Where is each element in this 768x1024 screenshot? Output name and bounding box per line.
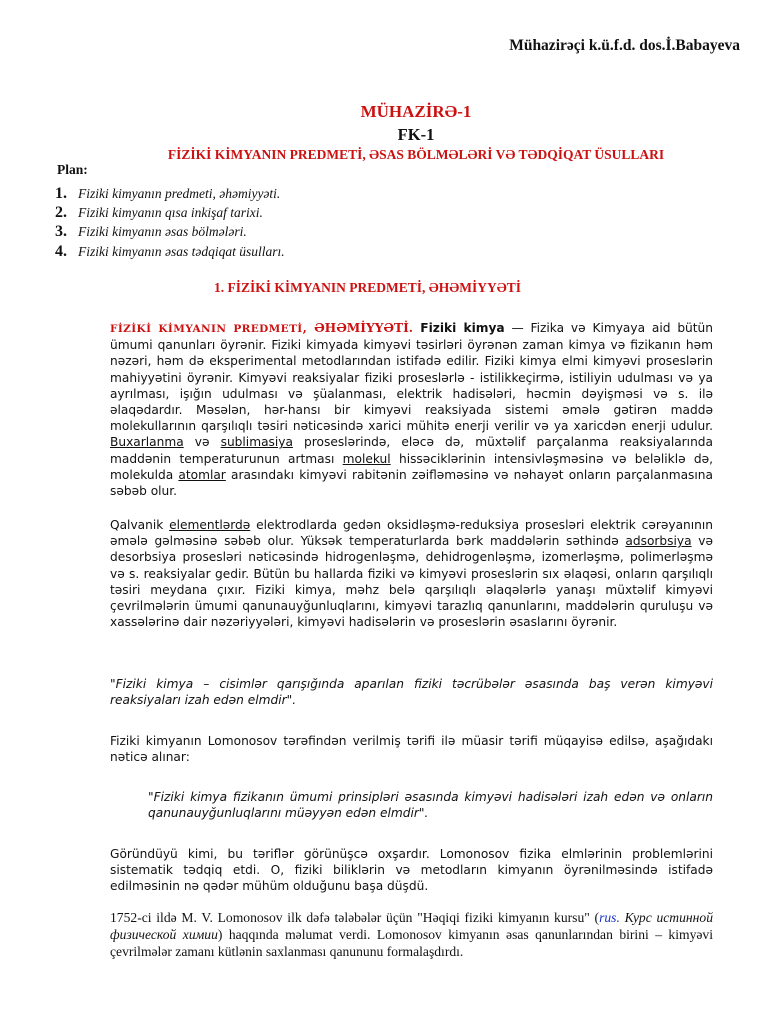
lecture-subtitle: FİZİKİ KİMYANIN PREDMETİ, ƏSAS BÖLMƏLƏRİ VƏ TƏDQİQAT ÜSULLARI: [167, 147, 665, 162]
section-heading: 1. FİZİKİ KİMYANIN PREDMETİ, ƏHƏMİYYƏTİ: [214, 280, 521, 295]
plan-item-number: 1.: [55, 184, 67, 202]
plan-label-text: Plan: [57, 162, 84, 177]
paragraph-lead: , ƏHƏMİYYƏTİ: [302, 321, 409, 335]
plan-item-text: Fiziki kimyanın qısa inkişaf tarixi.: [78, 204, 263, 220]
link-elementlerde[interactable]: elementlərdə: [169, 518, 251, 532]
paragraph-comparison: Fiziki kimyanın Lomonosov tərəfindən verilmiş tərifi ilə müasir tərifi müqayisə edilsə, aşağıdakı nəticə alınar:: [110, 734, 713, 765]
link-adsorbsiya[interactable]: adsorbsiya: [625, 534, 692, 549]
plan-item: [55, 242, 285, 261]
plan-item-text: Fiziki kimyanın predmeti, əhəmiyyəti.: [78, 185, 281, 201]
plan-item-number: 2.: [55, 203, 67, 221]
paragraph-text: ) haqqında məlumat verdi. Lomonosov kimyanın əsas qanunlarından birini – kimyəvi çevrilmələr zamanı kütlənin saxlanması qanununu formalaşdırdı.: [110, 927, 713, 959]
lecture-code: FK-1: [397, 125, 435, 144]
plan-label-colon: :: [83, 162, 88, 177]
link-sublimasiya[interactable]: sublimasiya: [220, 435, 293, 450]
paragraph-text: proseslərində, eləcə də, müxtəlif parçalanma reaksiyalarında maddənin temperaturunun artması: [110, 435, 713, 466]
paragraph-text: Qalvanik: [110, 518, 170, 532]
quote-lomonosov: "Fiziki kimya – cisimlər qarışığında aparılan fiziki təcrübələr əsasında baş verən kimyəvi reaksiyaları izah edən elmdir".: [110, 677, 713, 708]
paragraph-text: — Fizika və Kimyaya aid bütün ümumi qanunları öyrənir. Fiziki kimyada kimyəvi təsirləri öyrənən zaman kimya və fizikanın həm nəzəri, həm də eksperimental metodlarından istifadə edilir. Fiziki kimya elmi kimyəvi proseslərin mahiyyətini öyrənir. Kimyəvi reaksiyalar fiziki proseslərlə - istilikkeçirmə, istiliyin udulması və ya ayrılması, işığın udulması və şüalanması, elektrik hadisələri, həcmin dəyişməsi və s. ilə əlaqədardır. Məsələn, hər-hansı bir kimyəvi reaksiyada sistemi əmələ gətirən maddə molekullarının qarşılıqlı təsiri nəticəsində xarici mühitə enerji verilir və ya xaricdən enerji udulur.: [110, 321, 714, 434]
link-rus[interactable]: rus.: [599, 910, 620, 925]
plan-list: [55, 184, 285, 261]
paragraph-text: hissəciklərinin intensivləşməsinə və beləliklə də, molekulda: [110, 451, 714, 482]
author-line: Mühazirəçi k.ü.f.d. dos.İ.Babayeva: [509, 37, 740, 54]
link-molekul[interactable]: molekul: [342, 451, 391, 466]
paragraph-lead-smallcaps: FİZİKİ KİMYANIN PREDMETİ: [110, 323, 303, 335]
paragraph-conclusion: [110, 846, 713, 895]
paragraph-lead-dot: .: [408, 321, 414, 335]
russian-title: Курс истинной физической химии: [110, 910, 714, 942]
link-atomlar[interactable]: atomlar: [178, 467, 226, 482]
term-fiziki-kimya: Fiziki kimya: [413, 321, 505, 335]
term-fizika: fizika: [519, 847, 552, 861]
paragraph-text: və: [183, 435, 221, 450]
paragraph-text: arasındakı kimyəvi rabitənin zəifləməsinə və nəhayət onların parçalanmasına səbəb olur.: [110, 467, 713, 499]
paragraph-text: 1752-ci ildə M. V. Lomonosov ilk dəfə tələbələr üçün "Həqiqi fiziki kimyanın kursu" (: [110, 910, 600, 925]
paragraph-text: və desorbsiya prosesləri nəticəsində hidrogenləşmə, dehidrogenləşmə, izomerləşmə, polimerləşmə və s. reaksiyalar gedir. Bütün bu hallarda fiziki və kimyəvi proseslərin sıx əlaqəsi, onların qarşılıqlı təsiri meydana çıxır. Fiziki kimya, məhz belə qarşılıqlı əlaqələrlə yanaşı müxtəlif kimyəvi çevrilmələrin ümumi qanunauyğunluqlarını, kimyəvi tarazlıq qanunlarını, maddələrin quruluşu və xassələrinə dair nəzəriyyələri, kimyəvi hadisələrin və proseslərin əsaslarını öyrənir.: [110, 534, 714, 630]
paragraph-history: [110, 909, 713, 960]
plan-item: [55, 203, 285, 222]
link-buxarlanma[interactable]: Buxarlanma: [110, 435, 184, 450]
paragraph-text: Göründüyü kimi, bu təriflər görünüşcə oxşardır. Lomonosov: [110, 847, 520, 861]
quote-modern-definition: "Fiziki kimya fizikanın ümumi prinsipləri əsasında kimyəvi hadisələri izah edən və onların qanunauyğunluqlarını müəyyən edən elmdir".: [148, 790, 713, 821]
lecture-title: MÜHAZİRƏ-1: [360, 102, 472, 121]
plan-item-text: Fiziki kimyanın əsas tədqiqat üsulları.: [78, 243, 285, 259]
plan-item-text: Fiziki kimyanın əsas bölmələri.: [78, 224, 247, 240]
plan-item-number: 3.: [55, 223, 67, 241]
paragraph-intro: [110, 320, 713, 499]
plan-item-number: 4.: [55, 242, 67, 260]
paragraph-text: elektrodlarda gedən oksidləşmə-reduksiya prosesləri elektrik cərəyanının əmələ gəlməsinə səbəb olur. Yüksək temperaturlarda bərk maddələrin səthində: [110, 518, 713, 549]
paragraph-galvanic: [110, 517, 713, 630]
paragraph-text: elmlərinin problemlərini sistematik tədqiq etdi. O, fiziki biliklərin və metodların kimyanın öyrənilməsində istifadə edilməsinin nə qədər mühüm olduğunu başa düşdü.: [110, 847, 713, 894]
plan-item: [55, 223, 285, 242]
plan-item: [55, 184, 285, 203]
plan-label: [57, 162, 88, 178]
